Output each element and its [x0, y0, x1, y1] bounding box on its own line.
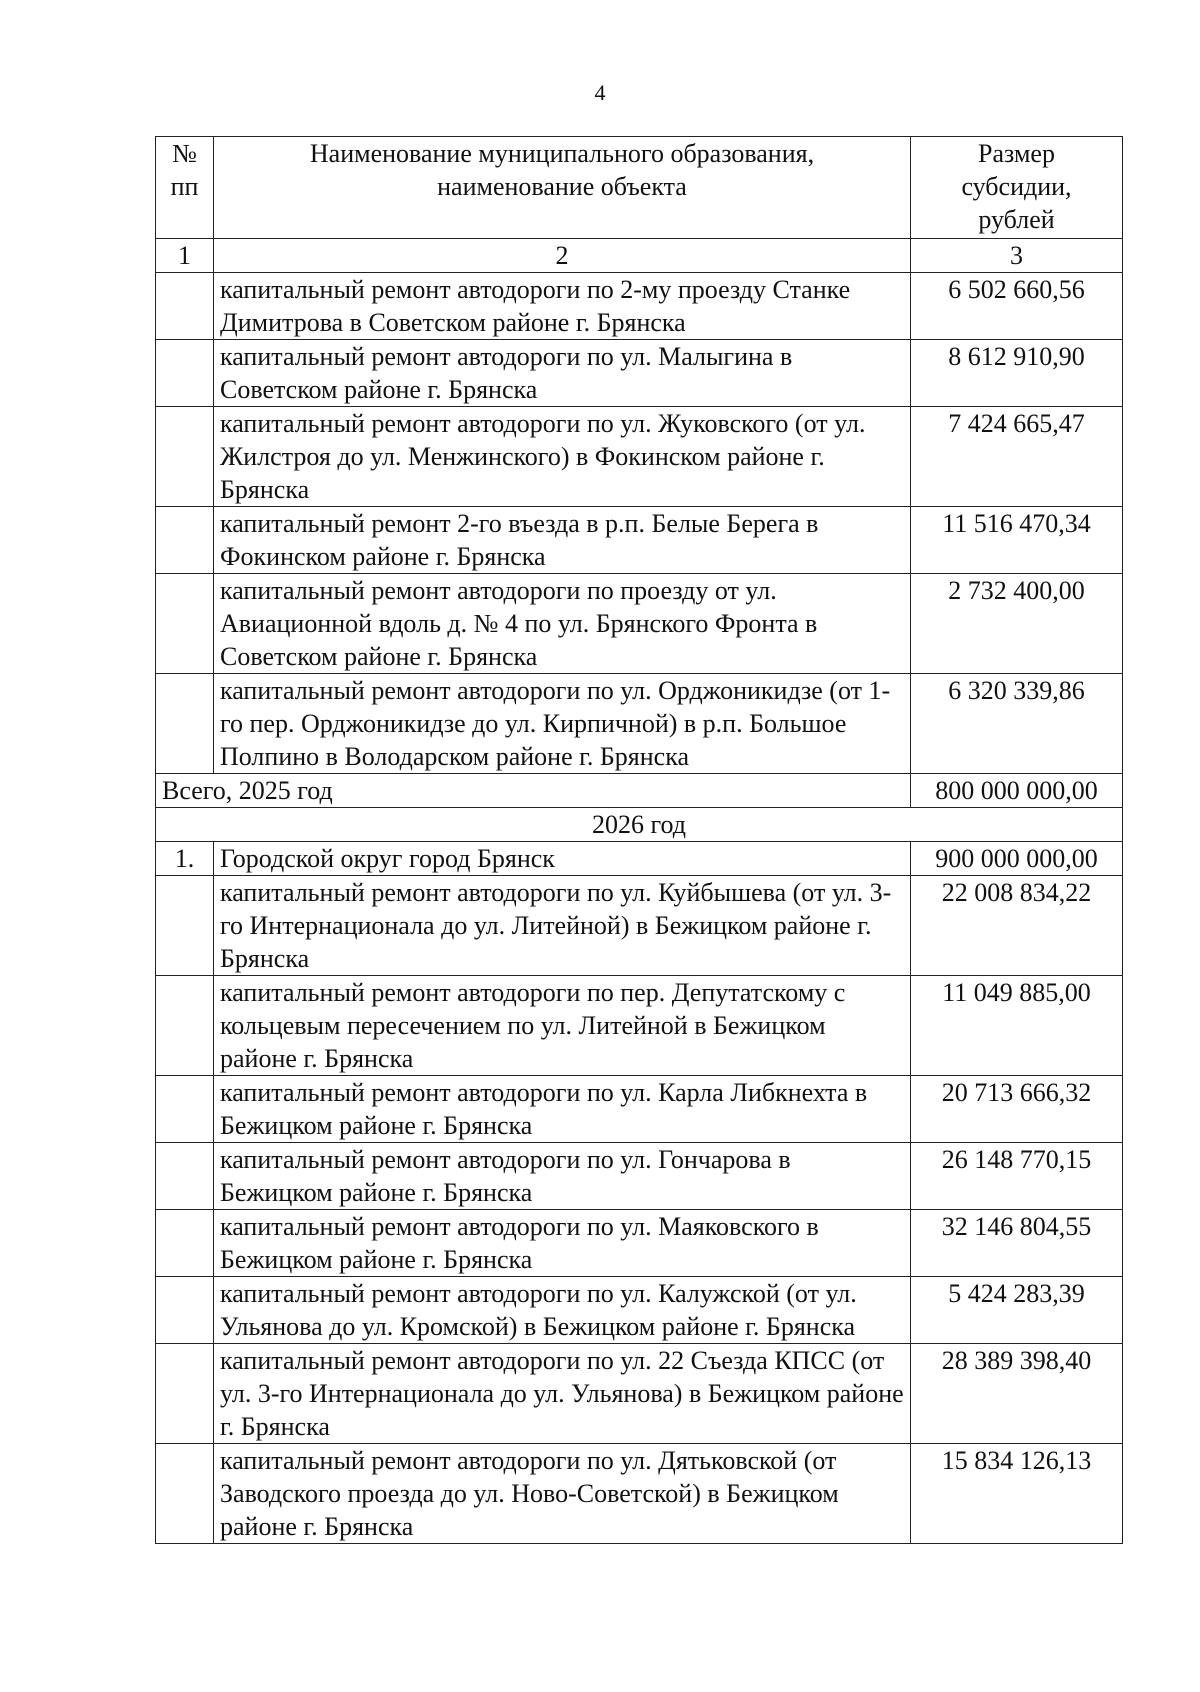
table-header-row: [156, 137, 1123, 239]
table-row: [156, 1210, 1123, 1277]
object-name-cell: капитальный ремонт автодороги по пер. Депутатскому с кольцевым пересечением по ул. Литейной в Бежицком районе г. Брянска: [214, 976, 911, 1076]
row-number-cell: [156, 1143, 214, 1210]
object-name-cell: капитальный ремонт автодороги по ул. 22 Съезда КПСС (от ул. 3-го Интернационала до ул. Ульянова) в Бежицком районе г. Брянска: [214, 1344, 911, 1444]
object-name-cell: капитальный ремонт автодороги по ул. Жуковского (от ул. Жилстроя до ул. Менжинского) в Фокинском районе г. Брянска: [214, 407, 911, 507]
row-number-cell: [156, 507, 214, 574]
table-row: [156, 1344, 1123, 1444]
year-row: [156, 808, 1123, 842]
row-number-cell: [156, 273, 214, 340]
amount-cell: 11 049 885,00: [911, 976, 1123, 1076]
object-name-cell: капитальный ремонт автодороги по ул. Куйбышева (от ул. 3-го Интернационала до ул. Литейной) в Бежицком районе г. Брянска: [214, 876, 911, 976]
header-amount: Размер субсидии, рублей: [911, 137, 1123, 239]
row-number-cell: [156, 674, 214, 774]
table-row: [156, 876, 1123, 976]
amount-cell: 2 732 400,00: [911, 574, 1123, 674]
row-number-cell: 1.: [156, 842, 214, 876]
table-row: [156, 273, 1123, 340]
table-row: [156, 1076, 1123, 1143]
table-row: [156, 1277, 1123, 1344]
subsidy-table: [155, 136, 1123, 1544]
amount-cell: 32 146 804,55: [911, 1210, 1123, 1277]
row-number-cell: [156, 1076, 214, 1143]
total-row: [156, 774, 1123, 808]
column-number: 1: [156, 239, 214, 273]
amount-cell: 6 502 660,56: [911, 273, 1123, 340]
row-number-cell: [156, 976, 214, 1076]
row-number-cell: [156, 1210, 214, 1277]
object-name-cell: капитальный ремонт автодороги по ул. Гончарова в Бежицком районе г. Брянска: [214, 1143, 911, 1210]
municipality-name: Городской округ город Брянск: [214, 842, 911, 876]
amount-cell: 8 612 910,90: [911, 340, 1123, 407]
table-row: [156, 574, 1123, 674]
row-number-cell: [156, 340, 214, 407]
municipality-row: [156, 842, 1123, 876]
amount-cell: 6 320 339,86: [911, 674, 1123, 774]
object-name-cell: капитальный ремонт 2-го въезда в р.п. Белые Берега в Фокинском районе г. Брянска: [214, 507, 911, 574]
table-row: [156, 507, 1123, 574]
column-numbers-row: [156, 239, 1123, 273]
amount-cell: 11 516 470,34: [911, 507, 1123, 574]
row-number-cell: [156, 407, 214, 507]
table-row: [156, 976, 1123, 1076]
amount-cell: 7 424 665,47: [911, 407, 1123, 507]
year-heading: 2026 год: [156, 808, 1123, 842]
column-number: 3: [911, 239, 1123, 273]
header-name: Наименование муниципального образования, наименование объекта: [214, 137, 911, 239]
object-name-cell: капитальный ремонт автодороги по ул. Орджоникидзе (от 1-го пер. Орджоникидзе до ул. Кирпичной) в р.п. Большое Полпино в Володарском районе г. Брянска: [214, 674, 911, 774]
row-number-cell: [156, 1277, 214, 1344]
table-row: [156, 674, 1123, 774]
amount-cell: 22 008 834,22: [911, 876, 1123, 976]
total-label: Всего, 2025 год: [156, 774, 911, 808]
municipality-amount: 900 000 000,00: [911, 842, 1123, 876]
row-number-cell: [156, 1444, 214, 1544]
amount-cell: 15 834 126,13: [911, 1444, 1123, 1544]
object-name-cell: капитальный ремонт автодороги по ул. Карла Либкнехта в Бежицком районе г. Брянска: [214, 1076, 911, 1143]
row-number-cell: [156, 876, 214, 976]
object-name-cell: капитальный ремонт автодороги по ул. Малыгина в Советском районе г. Брянска: [214, 340, 911, 407]
table-row: [156, 1143, 1123, 1210]
object-name-cell: капитальный ремонт автодороги по ул. Маяковского в Бежицком районе г. Брянска: [214, 1210, 911, 1277]
page-number: 4: [594, 80, 606, 105]
object-name-cell: капитальный ремонт автодороги по ул. Дятьковской (от Заводского проезда до ул. Ново-Советской) в Бежицком районе г. Брянска: [214, 1444, 911, 1544]
row-number-cell: [156, 574, 214, 674]
row-number-cell: [156, 1344, 214, 1444]
table-row: [156, 1444, 1123, 1544]
object-name-cell: капитальный ремонт автодороги по проезду от ул. Авиационной вдоль д. № 4 по ул. Брянского Фронта в Советском районе г. Брянска: [214, 574, 911, 674]
object-name-cell: капитальный ремонт автодороги по ул. Калужской (от ул. Ульянова до ул. Кромской) в Бежицком районе г. Брянска: [214, 1277, 911, 1344]
table-row: [156, 407, 1123, 507]
header-number: № пп: [156, 137, 214, 239]
amount-cell: 26 148 770,15: [911, 1143, 1123, 1210]
object-name-cell: капитальный ремонт автодороги по 2-му проезду Станке Димитрова в Советском районе г. Брянска: [214, 273, 911, 340]
table-row: [156, 340, 1123, 407]
amount-cell: 28 389 398,40: [911, 1344, 1123, 1444]
amount-cell: 5 424 283,39: [911, 1277, 1123, 1344]
column-number: 2: [214, 239, 911, 273]
total-amount: 800 000 000,00: [911, 774, 1123, 808]
amount-cell: 20 713 666,32: [911, 1076, 1123, 1143]
